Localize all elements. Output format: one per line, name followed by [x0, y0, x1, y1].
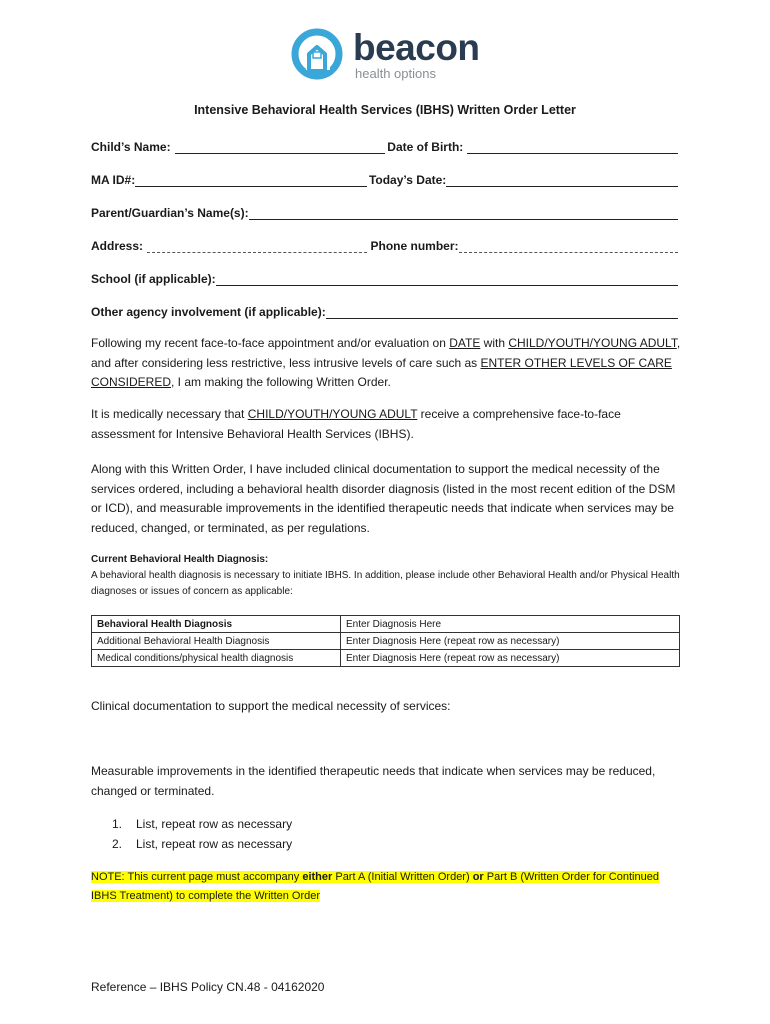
para1-text-2: with — [480, 336, 509, 350]
guardian-label: Parent/Guardian’s Name(s): — [91, 206, 249, 220]
note-or: or — [472, 871, 484, 883]
para1-text-1: Following my recent face-to-face appointment and/or evaluation on — [91, 336, 450, 350]
diagnosis-label: Additional Behavioral Health Diagnosis — [92, 633, 341, 650]
field-row-name-dob — [91, 138, 680, 154]
field-row-address-phone — [91, 237, 680, 253]
para2-text-1: It is medically necessary that — [91, 407, 248, 421]
para1-text-3: , and after considering less restrictive, less intrusive levels of care such as — [91, 336, 681, 370]
dob-label: Date of Birth: — [387, 140, 464, 154]
diagnosis-label: Medical conditions/physical health diagnosis — [92, 650, 341, 667]
list-item — [112, 837, 292, 851]
measurable-improvements-label: Measurable improvements in the identified therapeutic needs that indicate when services may be reduced, changed or terminated. — [91, 764, 656, 798]
today-date-label: Today’s Date: — [368, 173, 447, 187]
logo-brand: beacon — [353, 27, 480, 68]
diagnosis-label: Behavioral Health Diagnosis — [92, 616, 341, 633]
diagnosis-table — [91, 615, 680, 667]
table-row — [92, 650, 680, 667]
page-title: Intensive Behavioral Health Services (IBHS) Written Order Letter — [194, 103, 576, 117]
today-date-line[interactable] — [446, 174, 678, 187]
order-paragraph — [91, 334, 681, 393]
diagnosis-value[interactable]: Enter Diagnosis Here (repeat row as necessary) — [341, 650, 680, 667]
medical-necessity-paragraph — [91, 405, 681, 444]
footer-reference: Reference – IBHS Policy CN.48 - 04162020 — [91, 980, 325, 994]
patient-placeholder-2: CHILD/YOUTH/YOUNG ADULT — [247, 407, 418, 421]
note-text-3: Part B (Written Order for Continued IBHS Treatment) to complete the Written Order — [91, 871, 659, 902]
list-text: List, repeat row as necessary — [136, 837, 293, 851]
agency-line[interactable] — [326, 306, 678, 319]
note-text-1: NOTE: This current page must accompany — [91, 871, 303, 883]
para2-text-2: receive a comprehensive face-to-face assessment for Intensive Behavioral Health Services (IBHS). — [91, 407, 621, 441]
table-row — [92, 633, 680, 650]
child-name-label: Child’s Name: — [91, 140, 171, 154]
date-placeholder: DATE — [449, 336, 481, 350]
list-number: 2. — [112, 837, 123, 851]
field-row-guardian — [91, 204, 680, 220]
child-name-line[interactable] — [175, 141, 386, 154]
logo-tagline: health options — [355, 66, 436, 81]
clinical-documentation-label: Clinical documentation to support the medical necessity of services: — [91, 699, 451, 713]
beacon-logo — [287, 24, 487, 86]
address-label: Address: — [91, 239, 144, 253]
diagnosis-description: A behavioral health diagnosis is necessary to initiate IBHS. In addition, please include other Behavioral Health and/or Physical Health diagnoses or issues of concern as applicable: — [91, 570, 680, 597]
diagnosis-title: Current Behavioral Health Diagnosis: — [91, 554, 269, 565]
field-row-school — [91, 270, 680, 286]
field-row-maid-date — [91, 171, 680, 187]
ma-id-line[interactable] — [135, 174, 367, 187]
documentation-paragraph: Along with this Written Order, I have included clinical documentation to support the medical necessity of the services ordered, including a behavioral health disorder diagnosis (listed in the most recent edition of the DSM or ICD), and measurable improvements in the identified therapeutic needs that indicate when services may be reduced, changed, or terminated, as per regulations. — [91, 462, 676, 535]
agency-label: Other agency involvement (if applicable): — [91, 305, 326, 319]
guardian-line[interactable] — [249, 207, 678, 220]
note-either: either — [302, 871, 333, 883]
school-label: School (if applicable): — [91, 272, 216, 286]
field-row-agency — [91, 303, 680, 319]
address-line[interactable] — [147, 240, 366, 253]
diagnosis-value[interactable]: Enter Diagnosis Here — [341, 616, 680, 633]
note-highlight — [91, 868, 671, 906]
note-text-2: Part A (Initial Written Order) — [332, 871, 473, 883]
diagnosis-value[interactable]: Enter Diagnosis Here (repeat row as necessary) — [341, 633, 680, 650]
list-text: List, repeat row as necessary — [136, 817, 293, 831]
dob-line[interactable] — [467, 141, 678, 154]
phone-line[interactable] — [459, 240, 678, 253]
list-item — [112, 817, 292, 831]
beacon-logo-icon — [287, 24, 347, 84]
levels-of-care-placeholder: ENTER OTHER LEVELS OF CARE CONSIDERED — [91, 355, 672, 389]
ma-id-label: MA ID#: — [91, 173, 136, 187]
school-line[interactable] — [216, 273, 678, 286]
list-number: 1. — [112, 817, 123, 831]
patient-placeholder: CHILD/YOUTH/YOUNG ADULT — [508, 336, 677, 350]
table-row — [92, 616, 680, 633]
phone-label: Phone number: — [370, 239, 459, 253]
para1-text-4: , I am making the following Written Order. — [171, 375, 391, 389]
